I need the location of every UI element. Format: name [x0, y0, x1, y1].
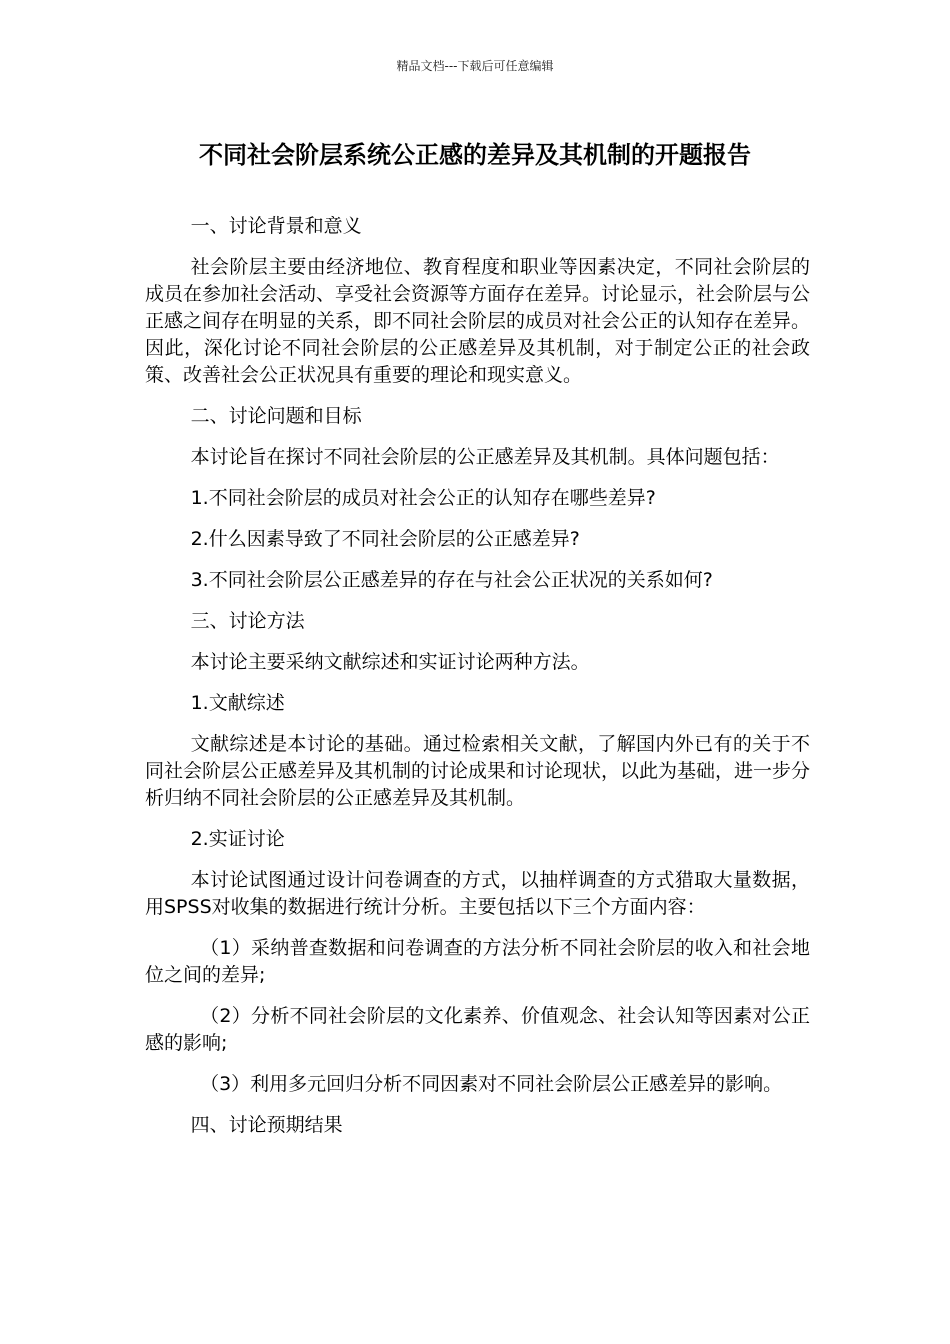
page-header: 精品文档---下载后可任意编辑: [396, 59, 554, 73]
question-item-2: 2.什么因素导致了不同社会阶层的公正感差异?: [190, 528, 580, 550]
section-heading-questions: 二、讨论问题和目标: [190, 405, 362, 427]
empirical-item-3: （3）利用多元回归分析不同因素对不同社会阶层公正感差异的影响。: [200, 1073, 783, 1095]
empirical-item-1: （1）采纳普查数据和问卷调查的方法分析不同社会阶层的收入和社会地位之间的差异;: [145, 937, 810, 986]
section-heading-expected-results: 四、讨论预期结果: [190, 1114, 343, 1136]
paragraph-methods-intro: 本讨论主要采纳文献综述和实证讨论两种方法。: [190, 651, 590, 673]
document-body: [145, 213, 810, 1153]
section-heading-background: 一、讨论背景和意义: [190, 215, 362, 237]
empirical-item-2: （2）分析不同社会阶层的文化素养、价值观念、社会认知等因素对公正感的影响;: [145, 1005, 810, 1054]
paragraph-literature-review: 文献综述是本讨论的基础。通过检索相关文献，了解国内外已有的关于不同社会阶层公正感差异及其机制的讨论成果和讨论现状，以此为基础，进一步分析归纳不同社会阶层的公正感差异及其机制。: [145, 733, 811, 809]
paragraph-background: 社会阶层主要由经济地位、教育程度和职业等因素决定，不同社会阶层的成员在参加社会活动、享受社会资源等方面存在差异。讨论显示，社会阶层与公正感之间存在明显的关系，即不同社会阶层的成员对社会公正的认知存在差异。因此，深化讨论不同社会阶层的公正感差异及其机制，对于制定公正的社会政策、改善社会公正状况具有重要的理论和现实意义。: [145, 256, 811, 386]
section-heading-methods: 三、讨论方法: [190, 610, 305, 632]
document-title: 不同社会阶层系统公正感的差异及其机制的开题报告: [199, 141, 751, 169]
subheading-literature-review: 1.文献综述: [190, 692, 285, 714]
question-item-3: 3.不同社会阶层公正感差异的存在与社会公正状况的关系如何?: [190, 569, 713, 591]
paragraph-questions-intro: 本讨论旨在探讨不同社会阶层的公正感差异及其机制。具体问题包括：: [190, 446, 780, 468]
question-item-1: 1.不同社会阶层的成员对社会公正的认知存在哪些差异?: [190, 487, 656, 509]
subheading-empirical-study: 2.实证讨论: [190, 828, 285, 850]
paragraph-empirical-study: 本讨论试图通过设计问卷调查的方式，以抽样调查的方式猎取大量数据，用SPSS对收集的数据进行统计分析。主要包括以下三个方面内容：: [145, 869, 810, 918]
